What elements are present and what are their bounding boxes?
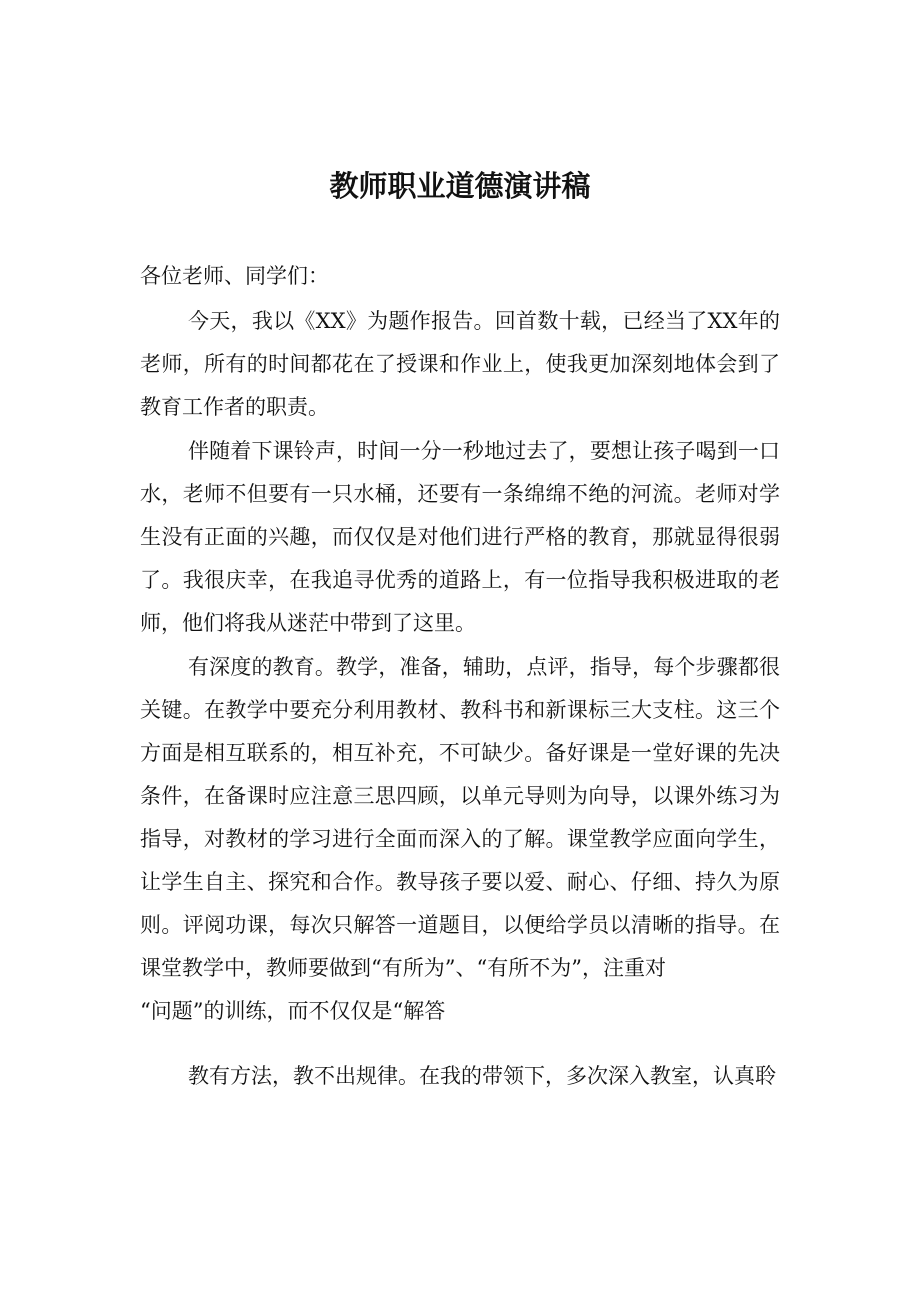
paragraph-line: 让学生自主、探究和合作。教导孩子要以爱、耐心、仔细、持久为原 <box>140 870 780 894</box>
paragraph-line: 师，他们将我从迷茫中带到了这里。 <box>140 611 476 635</box>
paragraph-line: 关键。在教学中要充分利用教材、教科书和新课标三大支柱。这三个 <box>140 698 780 722</box>
paragraph-line: 指导，对教材的学习进行全面而深入的了解。课堂教学应面向学生， <box>140 827 780 851</box>
document-title: 教师职业道德演讲稿 <box>329 169 591 203</box>
greeting: 各位老师、同学们： <box>140 264 329 288</box>
paragraph-line: 了。我很庆幸，在我追寻优秀的道路上，有一位指导我积极进取的老 <box>140 568 780 592</box>
paragraph-line: 条件，在备课时应注意三思四顾，以单元导则为向导，以课外练习为 <box>140 784 780 808</box>
paragraph-line: 则。评阅功课，每次只解答一道题目，以便给学员以清晰的指导。在 <box>140 913 780 937</box>
paragraph-line: 生没有正面的兴趣，而仅仅是对他们进行严格的教育，那就显得很弱 <box>140 525 780 549</box>
paragraph-line: 水，老师不但要有一只水桶，还要有一条绵绵不绝的河流。老师对学 <box>140 482 780 506</box>
paragraph-line: 有深度的教育。教学，准备，辅助，点评，指导，每个步骤都很 <box>188 655 780 679</box>
paragraph-line: 伴随着下课铃声，时间一分一秒地过去了，要想让孩子喝到一口 <box>188 439 780 463</box>
paragraph-line: 今天，我以《XX》为题作报告。回首数十载，已经当了XX年的 <box>188 309 780 333</box>
paragraph-line: 老师，所有的时间都花在了授课和作业上，使我更加深刻地体会到了 <box>140 352 780 376</box>
paragraph-line: 方面是相互联系的，相互补充，不可缺少。备好课是一堂好课的先决 <box>140 741 780 765</box>
paragraph-line: 教育工作者的职责。 <box>140 395 329 419</box>
paragraph-line: “问题”的训练，而不仅仅是“解答 <box>140 999 446 1023</box>
paragraph-line: 教有方法，教不出规律。在我的带领下，多次深入教室，认真聆 <box>188 1064 776 1088</box>
paragraph-line: 课堂教学中，教师要做到“有所为”、“有所不为”，注重对 <box>140 956 666 980</box>
